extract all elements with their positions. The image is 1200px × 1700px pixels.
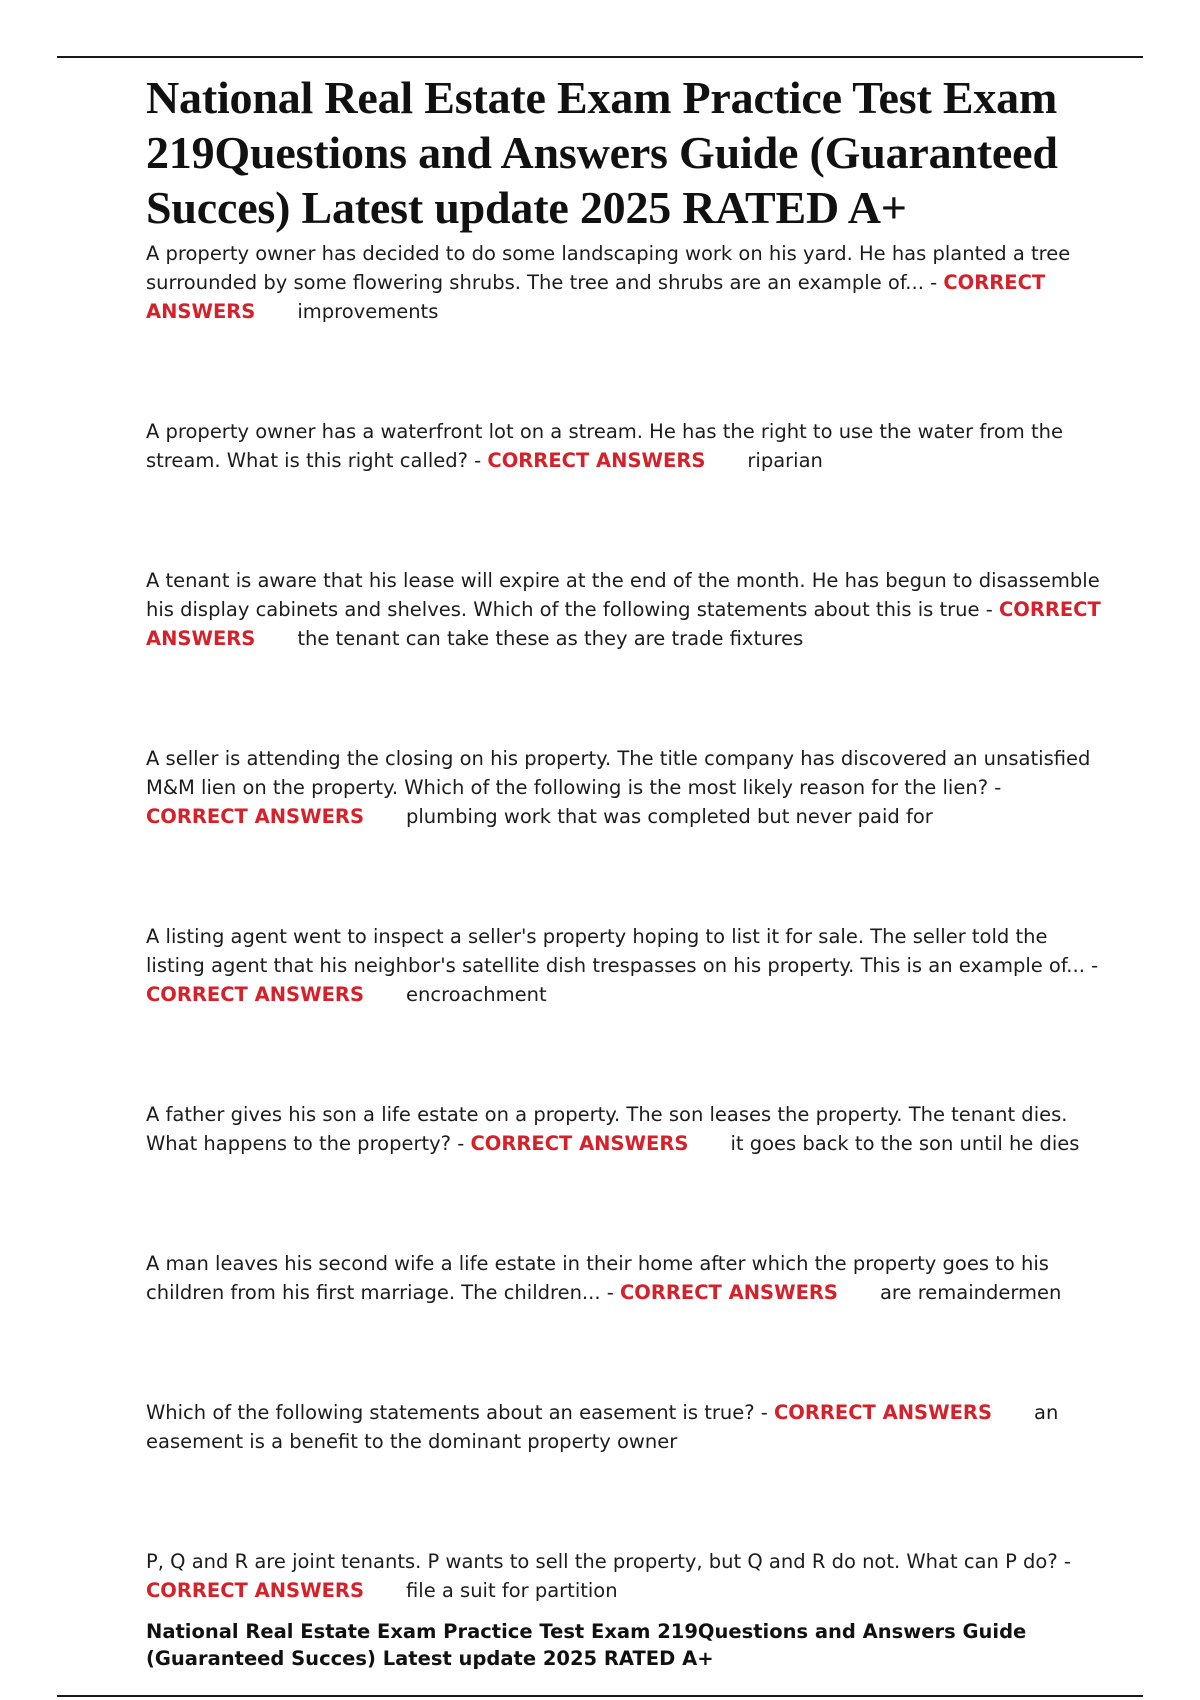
footer-title: National Real Estate Exam Practice Test Exam 219Questions and Answers Guide (Guaranteed Succes) Latest update 2025 RATED A+	[146, 1620, 1027, 1670]
correct-answers-label: CORRECT ANSWERS	[470, 1132, 689, 1155]
answer-text: file a suit for partition	[406, 1579, 618, 1602]
question-text: A man leaves his second wife a life estate in their home after which the property goes to his children from his first marriage. The children... -	[146, 1252, 1049, 1304]
top-rule	[57, 56, 1143, 58]
document-title: National Real Estate Exam Practice Test Exam 219Questions and Answers Guide (Guaranteed Succes) Latest update 2025 RATED A+	[146, 72, 1058, 233]
bottom-rule	[57, 1695, 1143, 1697]
question-text: A seller is attending the closing on his property. The title company has discovered an unsatisfied M&M lien on the property. Which of the following is the most likely reason for the lien? -	[146, 747, 1091, 799]
correct-answers-label: CORRECT ANSWERS	[146, 598, 1101, 650]
answer-text: the tenant can take these as they are trade fixtures	[297, 627, 804, 650]
correct-answers-label: CORRECT ANSWERS	[774, 1401, 992, 1424]
answer-text: are remaindermen	[879, 1281, 1062, 1304]
question-text: P, Q and R are joint tenants. P wants to sell the property, but Q and R do not. What can P do? -	[146, 1550, 1071, 1573]
question-text: A property owner has a waterfront lot on a stream. He has the right to use the water from the stream. What is this right called? -	[146, 420, 1063, 472]
question-text: Which of the following statements about an easement is true? -	[146, 1401, 774, 1424]
correct-answers-label: CORRECT ANSWERS	[146, 271, 1046, 323]
question-text: A listing agent went to inspect a seller's property hoping to list it for sale. The seller told the listing agent that his neighbor's satellite dish trespasses on his property. This is an example of... -	[146, 925, 1099, 977]
qa-item	[146, 566, 1106, 653]
document-page	[146, 70, 1106, 1672]
correct-answers-label: CORRECT ANSWERS	[146, 1579, 364, 1602]
answer-text: riparian	[747, 449, 823, 472]
question-text: A tenant is aware that his lease will expire at the end of the month. He has begun to disassemble his display cabinets and shelves. Which of the following statements about this is true -	[146, 569, 1100, 621]
correct-answers-label: CORRECT ANSWERS	[487, 449, 706, 472]
answer-text: an easement is a benefit to the dominant property owner	[146, 1401, 1059, 1453]
qa-item	[146, 239, 1106, 326]
qa-item	[146, 1249, 1106, 1307]
correct-answers-label: CORRECT ANSWERS	[619, 1281, 838, 1304]
answer-text: plumbing work that was completed but never paid for	[406, 805, 933, 828]
correct-answers-label: CORRECT ANSWERS	[146, 805, 364, 828]
qa-item	[146, 1398, 1106, 1456]
answer-text: it goes back to the son until he dies	[730, 1132, 1080, 1155]
qa-item	[146, 922, 1106, 1009]
correct-answers-label: CORRECT ANSWERS	[146, 983, 364, 1006]
qa-item	[146, 1100, 1106, 1158]
qa-item	[146, 417, 1106, 475]
question-text: A property owner has decided to do some landscaping work on his yard. He has planted a tree surrounded by some flowering shrubs. The tree and shrubs are an example of... -	[146, 242, 1071, 294]
qa-item	[146, 1547, 1106, 1605]
qa-item	[146, 744, 1106, 831]
answer-text: encroachment	[406, 983, 547, 1006]
question-text: A father gives his son a life estate on a property. The son leases the property. The tenant dies. What happens to the property? -	[146, 1103, 1068, 1155]
answer-text: improvements	[297, 300, 439, 323]
